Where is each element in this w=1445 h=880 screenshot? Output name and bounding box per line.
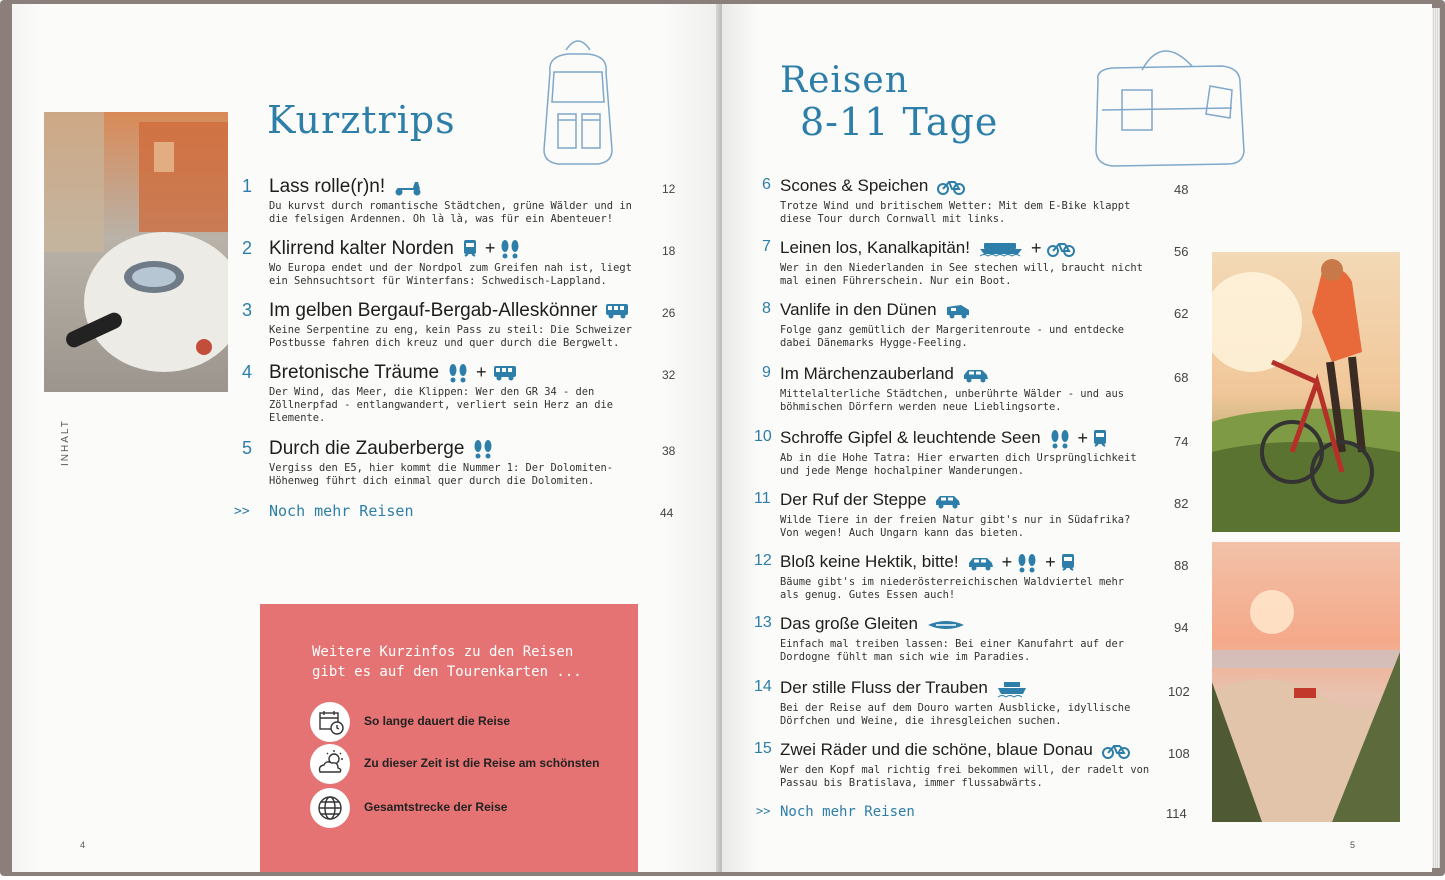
legend-text: Gesamtstrecke der Reise (364, 800, 508, 814)
more-label: Noch mehr Reisen (269, 502, 414, 520)
entry-title: Vanlife in den Dünen (780, 300, 974, 321)
entry-title: Der Ruf der Steppe (780, 490, 965, 511)
canoe-icon (926, 619, 966, 631)
legend-text: Zu dieser Zeit ist die Reise am schönsten (364, 756, 600, 770)
entry-description: Du kurvst durch romantische Städtchen, grüne Wälder und in die felsigen Ardennen. Oh là là, was für ein Abenteuer! (269, 200, 632, 225)
entry-description: Keine Serpentine zu eng, kein Pass zu steil: Die Schweizer Postbusse fahren dich kreuz und quer durch die Bergwelt. (269, 324, 632, 349)
entry-number: 10 (754, 428, 772, 445)
entry-title: Leinen los, Kanalkapitän! + (780, 238, 1079, 259)
left-page (12, 4, 720, 872)
entry-title: Zwei Räder und die schöne, blaue Donau (780, 740, 1134, 761)
footprints-icon (1016, 553, 1038, 573)
toc-entry-8[interactable] (758, 296, 1198, 356)
dunes-photo (1212, 542, 1400, 822)
globe-icon (310, 788, 350, 828)
toc-entry-15[interactable] (754, 736, 1198, 796)
legend-text: So lange dauert die Reise (364, 714, 511, 728)
entry-page: 38 (662, 444, 676, 458)
entry-description: Mittelalterliche Städtchen, unberührte Wälder - und aus böhmischen Dörfern werden neue Lieblingsorte. (780, 388, 1125, 413)
entry-page: 48 (1174, 182, 1189, 197)
footprints-icon (447, 363, 469, 383)
ship-icon (996, 680, 1028, 698)
entry-page: 74 (1174, 434, 1189, 449)
toc-entry-1[interactable] (242, 172, 682, 232)
entry-page: 12 (662, 182, 676, 196)
more-page: 114 (1166, 806, 1187, 821)
entry-page: 108 (1168, 746, 1190, 761)
side-label: INHALT (60, 419, 71, 466)
entry-description: Trotze Wind und britischem Wetter: Mit dem E-Bike klappt diese Tour durch Cornwall mit links. (780, 200, 1131, 225)
bus-icon (605, 303, 629, 319)
legend-duration (310, 702, 630, 742)
more-arrow: >> (234, 504, 250, 519)
footprints-icon (1049, 429, 1071, 449)
entry-page: 26 (662, 306, 676, 320)
car-icon (934, 493, 962, 509)
bicycle-icon (936, 178, 966, 196)
entry-number: 11 (754, 490, 771, 507)
toc-entry-12[interactable] (754, 548, 1198, 608)
entry-page: 82 (1174, 496, 1189, 511)
entry-title: Der stille Fluss der Trauben (780, 678, 1031, 699)
entry-title: Durch die Zauberberge (269, 438, 497, 460)
entry-page: 88 (1174, 558, 1189, 573)
toc-entry-4[interactable] (242, 358, 682, 430)
toc-entry-10[interactable] (754, 424, 1198, 484)
legend-distance (310, 788, 630, 828)
toc-entry-14[interactable] (754, 674, 1198, 734)
info-box-intro: Weitere Kurzinfos zu den Reisen gibt es auf den Tourenkarten ... (312, 644, 582, 680)
entry-description: Folge ganz gemütlich der Margeritenroute - und entdecke dabei Dänemarks Hygge-Feeling. (780, 324, 1125, 349)
entry-description: Wer in den Niederlanden in See stechen will, braucht nicht mal einen Führerschein. Nur ein Boot. (780, 262, 1143, 287)
cyclist-photo (1212, 252, 1400, 532)
entry-number: 8 (762, 300, 771, 317)
entry-number: 15 (754, 740, 772, 757)
entry-title: Schroffe Gipfel & leuchtende Seen + (780, 428, 1111, 449)
entry-description: Bei der Reise auf dem Douro warten Ausblicke, idyllische Dörfchen und Weine, die ihresgleichen suchen. (780, 702, 1131, 727)
entry-description: Wer den Kopf mal richtig frei bekommen will, der radelt von Passau bis Bratislava, immer flussabwärts. (780, 764, 1150, 789)
entry-title: Im Märchenzauberland (780, 364, 993, 385)
page-number: 5 (1350, 840, 1356, 850)
entry-page: 102 (1168, 684, 1190, 699)
toc-entry-5[interactable] (242, 434, 682, 494)
more-label: Noch mehr Reisen (780, 804, 915, 820)
entry-page: 94 (1174, 620, 1189, 635)
entry-number: 2 (242, 238, 253, 258)
footprints-icon (499, 239, 521, 259)
entry-description: Der Wind, das Meer, die Klippen: Wer den GR 34 - den Zöllnerpfad - entlangwandert, verliert sein Herz an die Elemente. (269, 386, 614, 424)
entry-description: Vergiss den E5, hier kommt die Nummer 1: Der Dolomiten-Höhenweg führt dich einmal quer durch die Dolomiten. (269, 462, 614, 487)
entry-number: 6 (762, 176, 771, 193)
entry-description: Wilde Tiere in der freien Natur gibt's nur in Südafrika? Von wegen! Auch Ungarn kann das bieten. (780, 514, 1131, 539)
entry-page: 56 (1174, 244, 1189, 259)
toc-entry-7[interactable] (758, 234, 1198, 294)
entry-number: 3 (242, 300, 253, 320)
entry-description: Wo Europa endet und der Nordpol zum Greifen nah ist, liegt ein Sehnsuchtsort für Winterfans: Schwedisch-Lappland. (269, 262, 632, 287)
toc-entry-11[interactable] (754, 486, 1198, 546)
more-trips-link[interactable] (234, 502, 684, 526)
page-title-line1: Reisen (780, 60, 909, 101)
more-arrow: >> (756, 804, 771, 818)
right-page (722, 4, 1432, 872)
car-icon (962, 367, 990, 383)
entry-description: Ab in die Hohe Tatra: Hier erwarten dich Ursprünglichkeit und jede Menge hochalpiner Wanderungen. (780, 452, 1137, 477)
calendar-clock-icon (310, 702, 350, 742)
entry-title: Lass rolle(r)n! (269, 176, 426, 198)
sun-cloud-icon (310, 744, 350, 784)
bus-icon (491, 365, 519, 381)
toc-entry-9[interactable] (758, 360, 1198, 420)
travel-bag-sketch-icon (1082, 30, 1252, 170)
more-trips-link[interactable] (756, 804, 1206, 826)
van-icon (945, 303, 971, 319)
entry-number: 5 (242, 438, 253, 458)
entry-number: 7 (762, 238, 771, 255)
entry-number: 14 (754, 678, 772, 695)
entry-title: Im gelben Bergauf-Bergab-Alleskönner (269, 300, 632, 322)
train-icon (1060, 553, 1076, 573)
entry-number: 4 (242, 362, 253, 382)
entry-page: 62 (1174, 306, 1189, 321)
scooter-photo (44, 112, 228, 392)
bicycle-icon (1046, 240, 1076, 258)
entry-page: 18 (662, 244, 676, 258)
entry-page: 32 (662, 368, 676, 382)
entry-number: 9 (762, 364, 771, 381)
entry-title: Bloß keine Hektik, bitte! + + (780, 552, 1079, 573)
toc-entry-6[interactable] (758, 172, 1198, 232)
scooter-icon (393, 178, 423, 196)
entry-description: Bäume gibt's im niederösterreichischen Waldviertel mehr als genug. Gutes Essen auch! (780, 576, 1125, 601)
info-box (260, 604, 638, 872)
toc-entry-3[interactable] (242, 296, 682, 356)
entry-number: 12 (754, 552, 772, 569)
backpack-sketch-icon (528, 32, 628, 172)
page-title: Kurztrips (267, 98, 456, 142)
entry-title: Bretonische Träume + (269, 362, 522, 384)
page-number: 4 (80, 840, 86, 850)
entry-title: Scones & Speichen (780, 176, 969, 197)
entry-title: Das große Gleiten (780, 614, 969, 635)
toc-entry-2[interactable] (242, 234, 682, 294)
page-title-line2: 8-11 Tage (800, 100, 999, 144)
more-page: 44 (660, 506, 674, 520)
entry-number: 1 (242, 176, 253, 196)
bicycle-icon (1101, 742, 1131, 760)
boat-icon (978, 241, 1024, 257)
toc-entry-13[interactable] (754, 610, 1198, 670)
car-icon (967, 555, 995, 571)
train-icon (462, 239, 478, 259)
entry-description: Einfach mal treiben lassen: Bei einer Kanufahrt auf der Dordogne fühlt man sich wie im Paradies. (780, 638, 1125, 663)
legend-season (310, 744, 630, 784)
entry-title: Klirrend kalter Norden + (269, 238, 524, 260)
footprints-icon (472, 439, 494, 459)
entry-page: 68 (1174, 370, 1189, 385)
entry-number: 13 (754, 614, 772, 631)
train-icon (1092, 429, 1108, 449)
